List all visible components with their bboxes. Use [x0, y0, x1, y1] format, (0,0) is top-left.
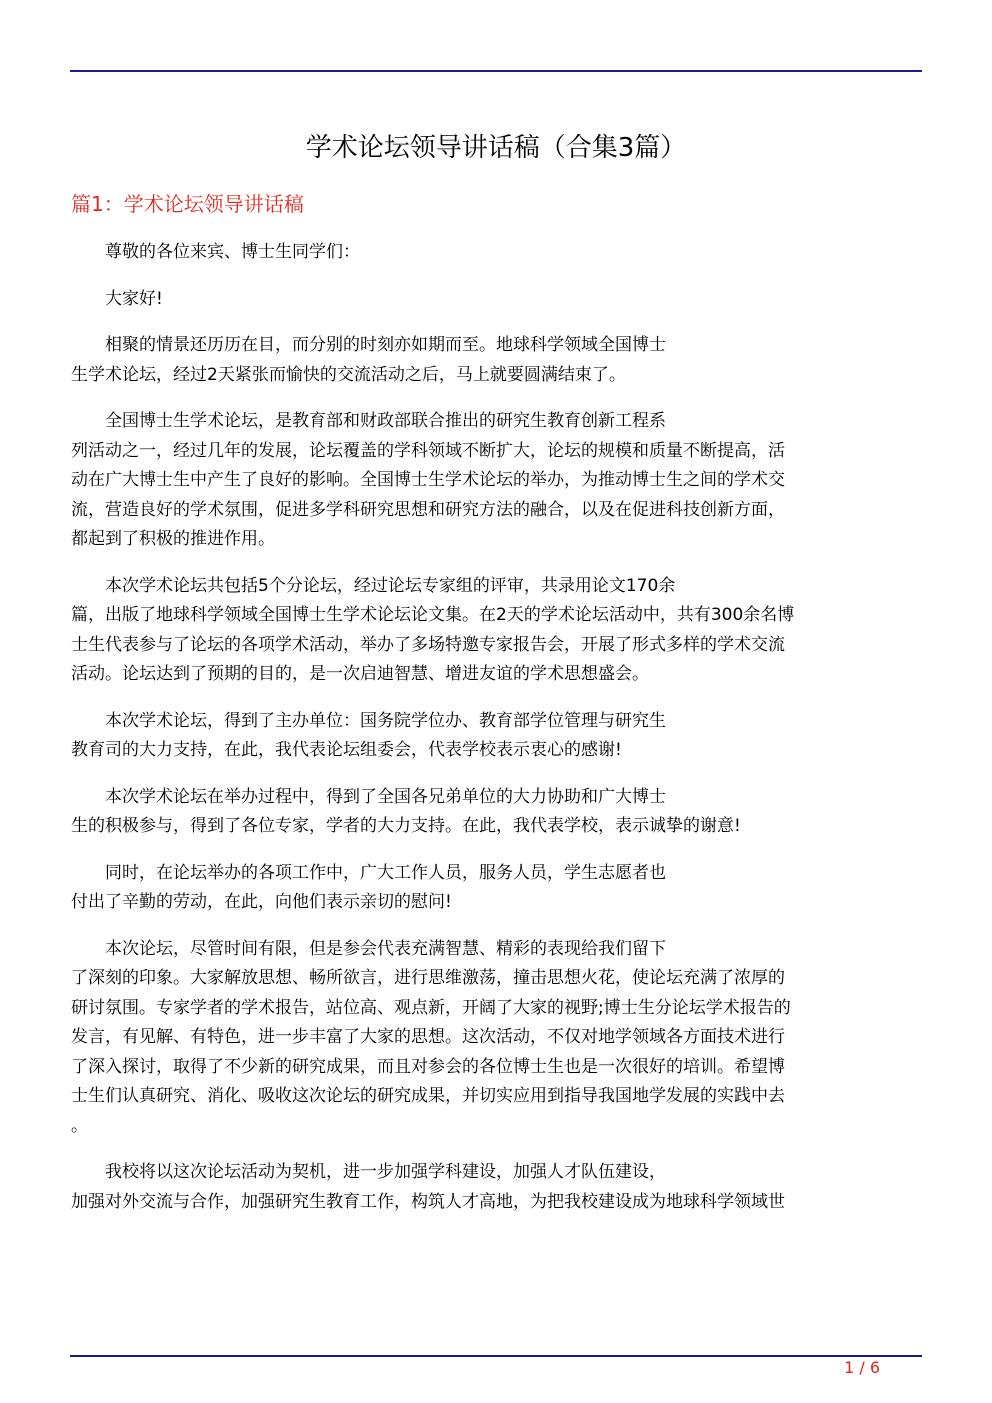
paragraph: 我校将以这次论坛活动为契机，进一步加强学科建设，加强人才队伍建设， 加强对外交流与合作，加强研究生教育工作，构筑人才高地，为把我校建设成为地球科学领域世	[71, 1162, 785, 1212]
paragraph: 本次论坛，尽管时间有限，但是参会代表充满智慧、精彩的表现给我们留下 了深刻的印象。大家解放思想、畅所欲言，进行思维激荡，撞击思想火花，使论坛充满了浓厚的 研讨氛围。专家学者的学术报告，站位高、观点新，开阔了大家的视野;博士生分论坛学术报告的 发言，有见解、有特色，进一步丰富了大家的思想。这次活动，不仅对地学领域各方面技术进行 了深入探讨，取得了不少新的研究成果，而且对参会的各位博士生也是一次很好的培训。希望博 士生们认真研究、消化、吸收这次论坛的研究成果，并切实应用到指导我国地学发展的实践中去 。	[71, 938, 791, 1136]
paragraph-salutation: 尊敬的各位来宾、博士生同学们：	[71, 242, 360, 262]
section-heading: 篇1：学术论坛领导讲话稿	[71, 192, 304, 216]
paragraph: 相聚的情景还历历在目，而分别的时刻亦如期而至。地球科学领域全国博士 生学术论坛，经过2天紧张而愉快的交流活动之后，马上就要圆满结束了。	[71, 335, 666, 385]
header-rule	[70, 70, 922, 72]
paragraph: 全国博士生学术论坛，是教育部和财政部联合推出的研究生教育创新工程系 列活动之一，经过几年的发展，论坛覆盖的学科领域不断扩大，论坛的规模和质量不断提高，活 动在广大博士生中产生了良好的影响。全国博士生学术论坛的举办，为推动博士生之间的学术交 流，营造良好的学术氛围，促进多学科研究思想和研究方法的融合，以及在促进科技创新方面， 都起到了积极的推进作用。	[71, 411, 785, 549]
paragraph: 同时，在论坛举办的各项工作中，广大工作人员，服务人员，学生志愿者也 付出了辛勤的劳动，在此，向他们表示亲切的慰问!	[71, 862, 666, 912]
paragraph: 本次学术论坛共包括5个分论坛，经过论坛专家组的评审，共录用论文170余 篇，出版了地球科学领域全国博士生学术论坛论文集。在2天的学术论坛活动中，共有300余名博 士生代表参与了论坛的各项学术活动，举办了多场特邀专家报告会，开展了形式多样的学术交流 活动。论坛达到了预期的目的，是一次启迪智慧、增进友谊的学术思想盛会。	[71, 575, 795, 684]
page-number: 1 / 6	[844, 1358, 880, 1377]
footer-rule	[70, 1355, 922, 1357]
paragraph: 本次学术论坛在举办过程中，得到了全国各兄弟单位的大力协助和广大博士 生的积极参与，得到了各位专家，学者的大力支持。在此，我代表学校，表示诚挚的谢意!	[71, 786, 741, 836]
paragraph: 本次学术论坛，得到了主办单位：国务院学位办、教育部学位管理与研究生 教育司的大力支持，在此，我代表论坛组委会，代表学校表示衷心的感谢!	[71, 710, 666, 760]
document-body	[71, 238, 923, 1234]
paragraph-greeting: 大家好!	[71, 288, 163, 309]
document-title: 学术论坛领导讲话稿（合集3篇）	[305, 133, 687, 163]
